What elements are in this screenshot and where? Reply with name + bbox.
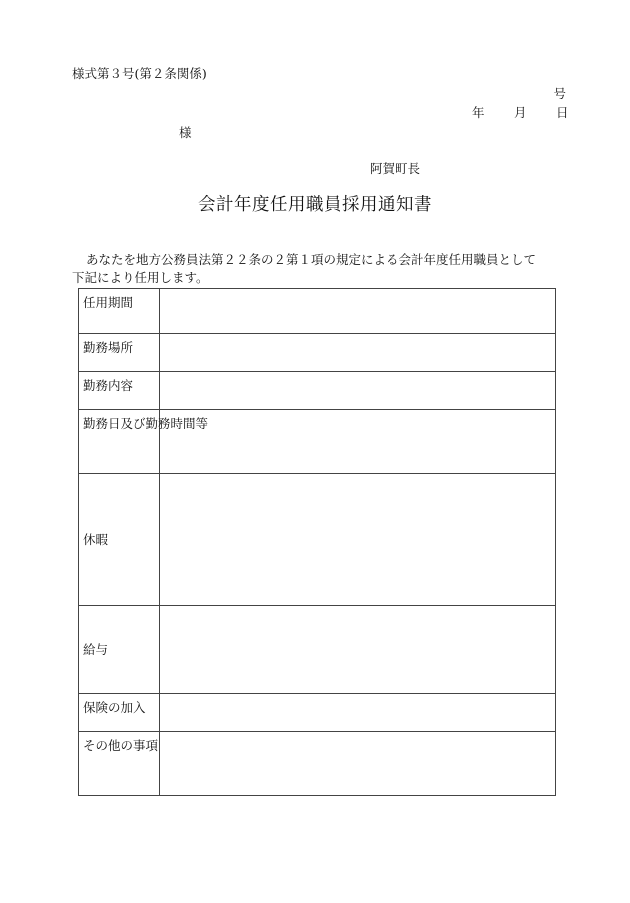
date-month: 月 (514, 105, 527, 120)
row-value-other-matters (160, 732, 556, 796)
document-number: 号 (553, 86, 566, 101)
row-label-duties: 勤務内容 (79, 372, 160, 410)
row-value-duties (160, 372, 556, 410)
row-value-work-days-hours (160, 410, 556, 474)
issuer: 阿賀町長 (370, 161, 421, 176)
row-value-leave (160, 474, 556, 606)
document-title: 会計年度任用職員採用通知書 (198, 195, 432, 215)
table-row (79, 334, 556, 372)
recipient: 様 (179, 125, 192, 140)
date-day: 日 (556, 105, 569, 120)
row-label-salary: 給与 (79, 606, 160, 694)
appointment-statement (72, 251, 572, 287)
table-row (79, 372, 556, 410)
row-label-insurance: 保険の加入 (79, 694, 160, 732)
table-row (79, 474, 556, 606)
table-row (79, 606, 556, 694)
form-number: 様式第３号(第２条関係) (72, 66, 207, 81)
row-value-appointment-period (160, 289, 556, 334)
issue-date (472, 103, 569, 121)
statement-line-2: 下記により任用します。 (72, 270, 209, 285)
row-value-work-location (160, 334, 556, 372)
row-label-leave: 休暇 (79, 474, 160, 606)
statement-line-1: あなたを地方公務員法第２２条の２第１項の規定による会計年度任用職員として (86, 252, 537, 267)
table-row (79, 694, 556, 732)
row-label-work-days-hours: 勤務日及び勤務時間等 (79, 410, 160, 474)
row-label-appointment-period: 任用期間 (79, 289, 160, 334)
table-row (79, 410, 556, 474)
row-label-other-matters: その他の事項 (79, 732, 160, 796)
appointment-details-table (78, 288, 556, 796)
row-value-insurance (160, 694, 556, 732)
table-row (79, 289, 556, 334)
row-value-salary (160, 606, 556, 694)
row-label-work-location: 勤務場所 (79, 334, 160, 372)
table-row (79, 732, 556, 796)
date-year: 年 (472, 105, 485, 120)
